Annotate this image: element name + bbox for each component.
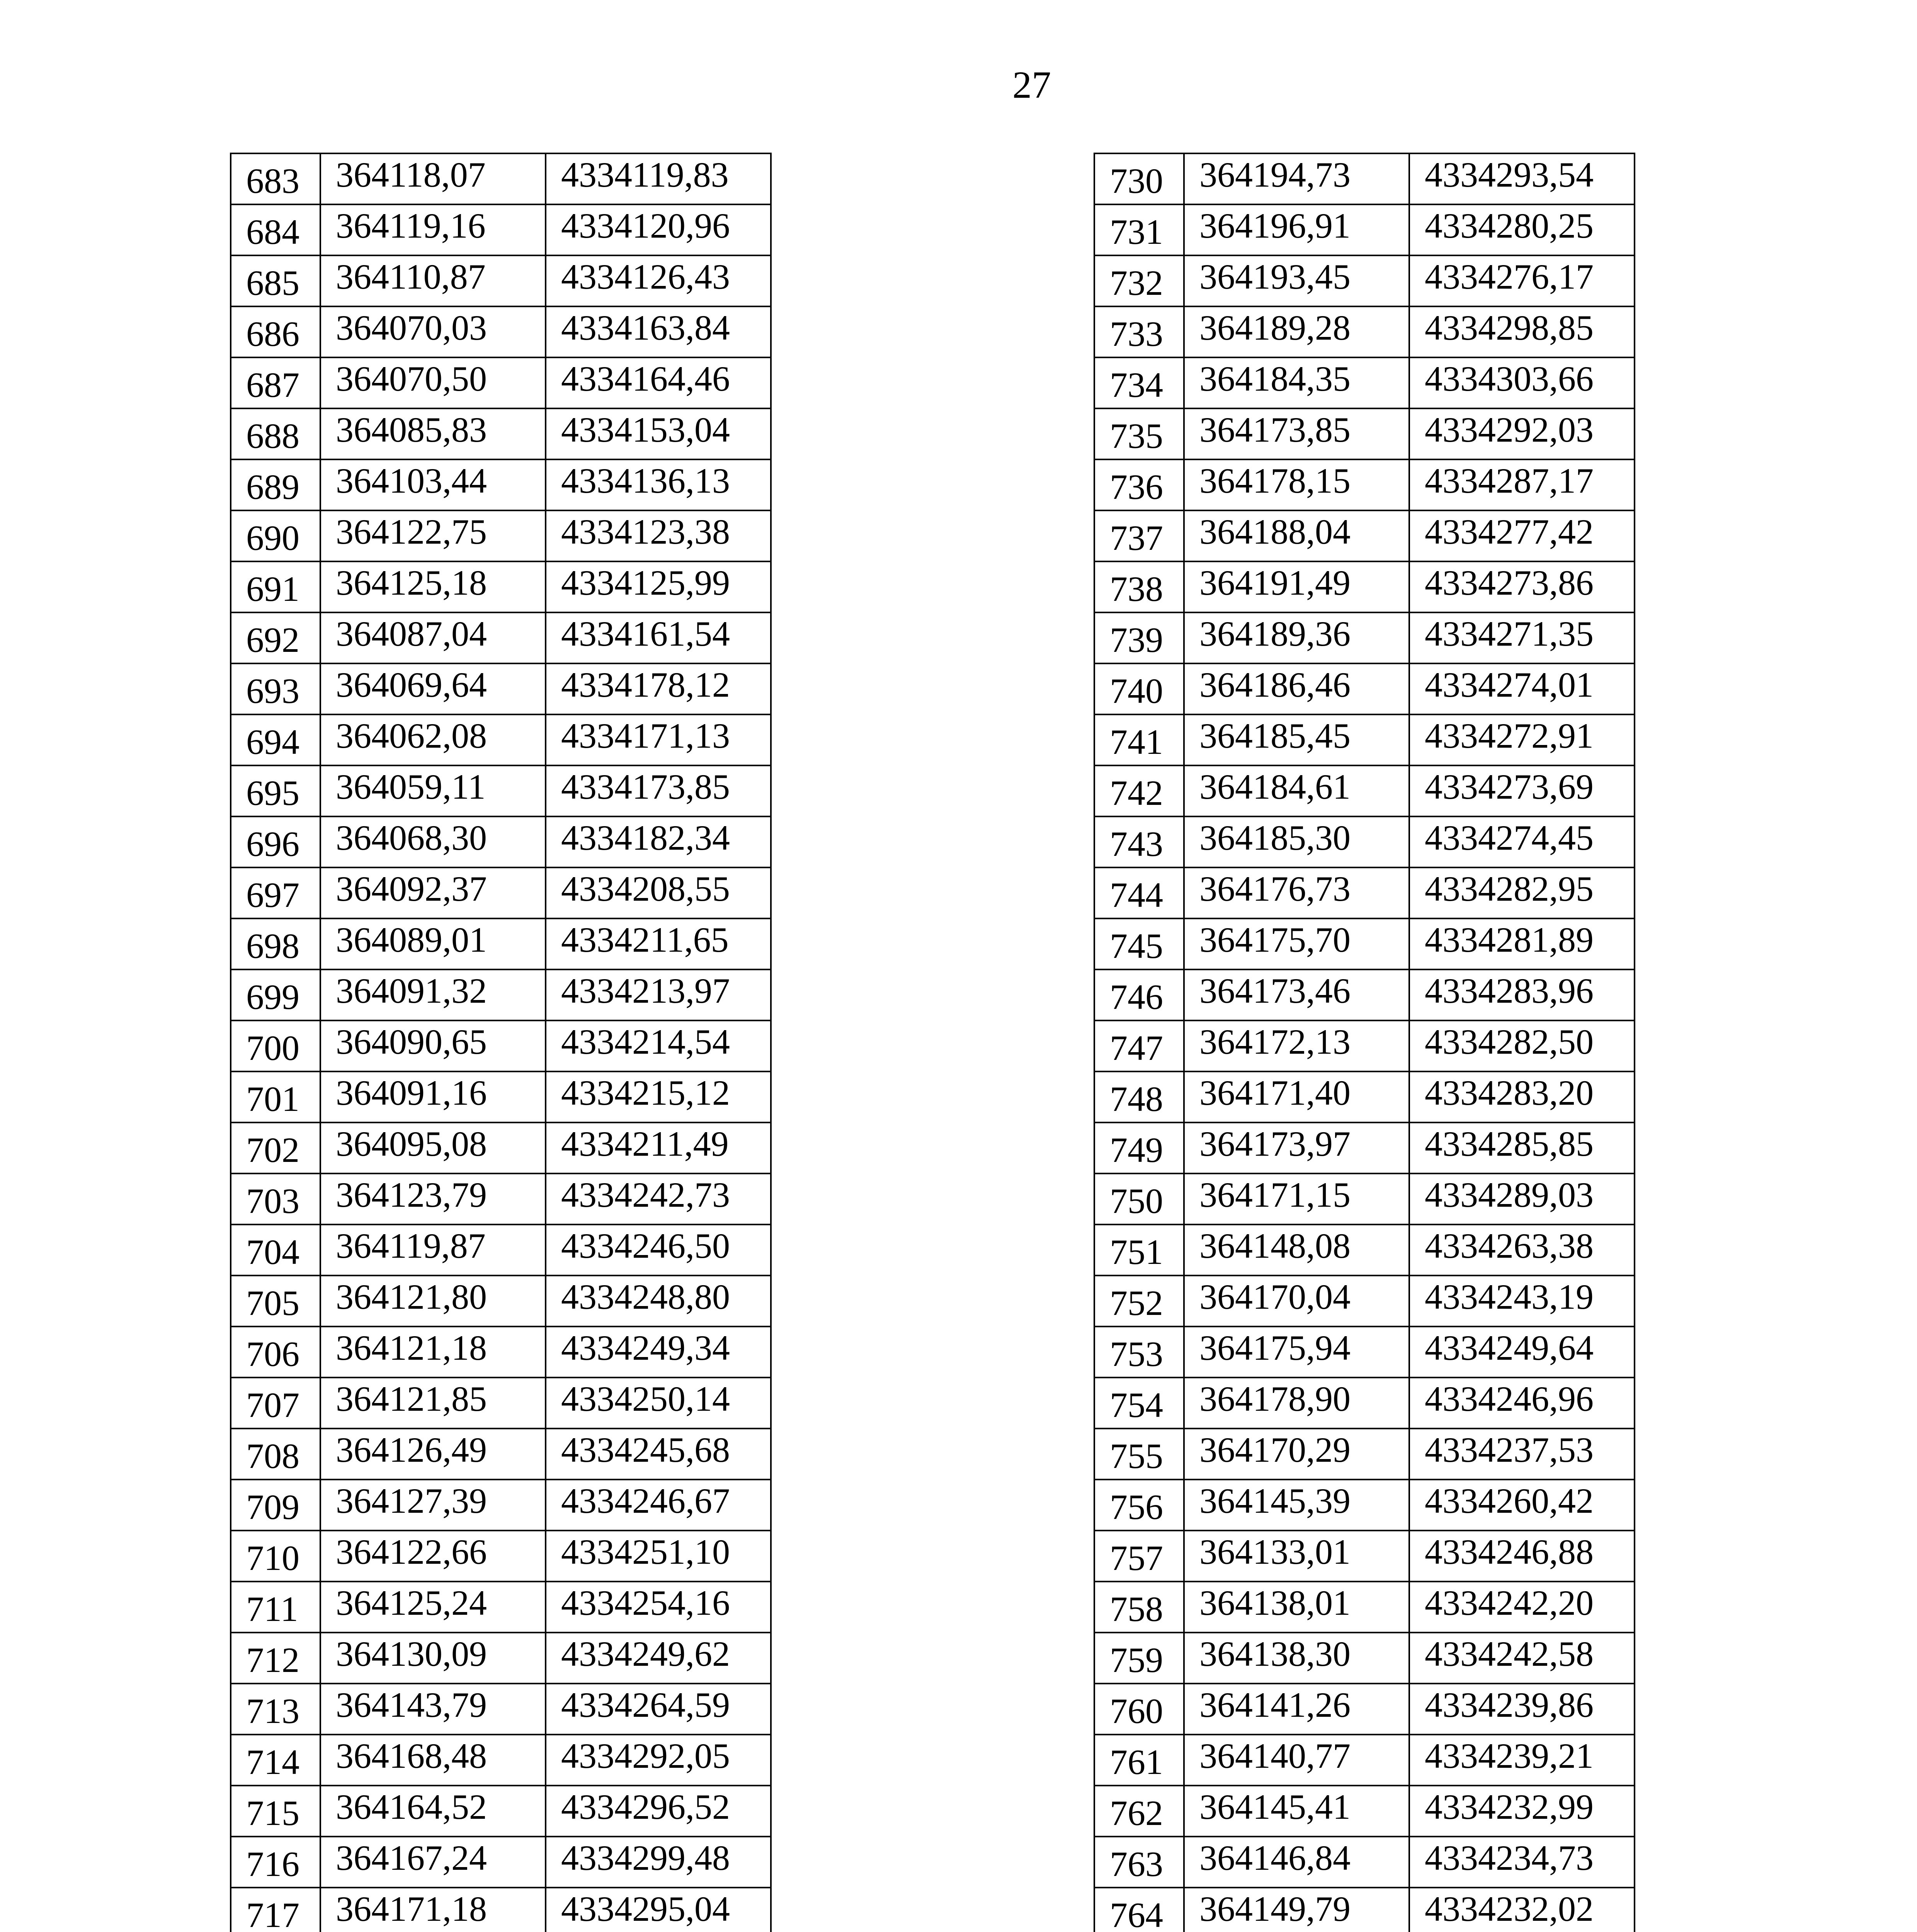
point-number-cell: 710 (231, 1531, 320, 1582)
point-number-cell: 689 (231, 459, 320, 510)
point-number-cell: 707 (231, 1378, 320, 1429)
x-coordinate-cell: 364167,24 (320, 1837, 546, 1888)
y-coordinate-cell: 4334213,97 (546, 969, 771, 1020)
y-coordinate-cell: 4334292,05 (546, 1735, 771, 1786)
y-coordinate-cell: 4334182,34 (546, 816, 771, 867)
x-coordinate-cell: 364110,87 (320, 255, 546, 306)
point-number-cell: 704 (231, 1225, 320, 1276)
y-coordinate-cell: 4334245,68 (546, 1429, 771, 1480)
point-number-cell: 762 (1094, 1786, 1184, 1837)
point-number-cell: 751 (1094, 1225, 1184, 1276)
point-number-cell: 700 (231, 1020, 320, 1071)
x-coordinate-cell: 364103,44 (320, 459, 546, 510)
y-coordinate-cell: 4334239,21 (1409, 1735, 1635, 1786)
x-coordinate-cell: 364170,04 (1184, 1276, 1409, 1327)
y-coordinate-cell: 4334273,69 (1409, 765, 1635, 816)
x-coordinate-cell: 364188,04 (1184, 510, 1409, 561)
y-coordinate-cell: 4334120,96 (546, 204, 771, 255)
y-coordinate-cell: 4334246,88 (1409, 1531, 1635, 1582)
table-row (1094, 1480, 1635, 1531)
x-coordinate-cell: 364087,04 (320, 612, 546, 663)
x-coordinate-cell: 364095,08 (320, 1122, 546, 1173)
point-number-cell: 737 (1094, 510, 1184, 561)
point-number-cell: 752 (1094, 1276, 1184, 1327)
table-row (231, 408, 771, 459)
table-row (231, 1276, 771, 1327)
y-coordinate-cell: 4334125,99 (546, 561, 771, 612)
y-coordinate-cell: 4334239,86 (1409, 1684, 1635, 1735)
point-number-cell: 697 (231, 867, 320, 918)
point-number-cell: 717 (231, 1888, 320, 1932)
x-coordinate-cell: 364146,84 (1184, 1837, 1409, 1888)
point-number-cell: 706 (231, 1327, 320, 1378)
table-row (231, 1122, 771, 1173)
point-number-cell: 687 (231, 357, 320, 408)
y-coordinate-cell: 4334211,65 (546, 918, 771, 969)
x-coordinate-cell: 364184,61 (1184, 765, 1409, 816)
x-coordinate-cell: 364125,18 (320, 561, 546, 612)
point-number-cell: 701 (231, 1071, 320, 1122)
x-coordinate-cell: 364184,35 (1184, 357, 1409, 408)
point-number-cell: 698 (231, 918, 320, 969)
y-coordinate-cell: 4334298,85 (1409, 306, 1635, 357)
y-coordinate-cell: 4334248,80 (546, 1276, 771, 1327)
x-coordinate-cell: 364186,46 (1184, 663, 1409, 714)
table-row (1094, 1173, 1635, 1225)
table-row (1094, 1225, 1635, 1276)
y-coordinate-cell: 4334251,10 (546, 1531, 771, 1582)
y-coordinate-cell: 4334250,14 (546, 1378, 771, 1429)
point-number-cell: 695 (231, 765, 320, 816)
point-number-cell: 756 (1094, 1480, 1184, 1531)
table-row (231, 969, 771, 1020)
y-coordinate-cell: 4334215,12 (546, 1071, 771, 1122)
point-number-cell: 731 (1094, 204, 1184, 255)
y-coordinate-cell: 4334136,13 (546, 459, 771, 510)
x-coordinate-cell: 364133,01 (1184, 1531, 1409, 1582)
table-row (231, 510, 771, 561)
table-row (231, 1327, 771, 1378)
table-row (1094, 408, 1635, 459)
y-coordinate-cell: 4334242,58 (1409, 1633, 1635, 1684)
y-coordinate-cell: 4334271,35 (1409, 612, 1635, 663)
y-coordinate-cell: 4334232,02 (1409, 1888, 1635, 1932)
point-number-cell: 759 (1094, 1633, 1184, 1684)
point-number-cell: 714 (231, 1735, 320, 1786)
table-row (1094, 204, 1635, 255)
x-coordinate-cell: 364138,01 (1184, 1582, 1409, 1633)
table-row (231, 1378, 771, 1429)
table-row (231, 357, 771, 408)
y-coordinate-cell: 4334254,16 (546, 1582, 771, 1633)
point-number-cell: 699 (231, 969, 320, 1020)
y-coordinate-cell: 4334234,73 (1409, 1837, 1635, 1888)
point-number-cell: 686 (231, 306, 320, 357)
y-coordinate-cell: 4334232,99 (1409, 1786, 1635, 1837)
y-coordinate-cell: 4334246,50 (546, 1225, 771, 1276)
x-coordinate-cell: 364193,45 (1184, 255, 1409, 306)
y-coordinate-cell: 4334214,54 (546, 1020, 771, 1071)
table-row (1094, 1276, 1635, 1327)
table-row (1094, 867, 1635, 918)
point-number-cell: 761 (1094, 1735, 1184, 1786)
table-row (231, 561, 771, 612)
y-coordinate-cell: 4334263,38 (1409, 1225, 1635, 1276)
y-coordinate-cell: 4334249,64 (1409, 1327, 1635, 1378)
y-coordinate-cell: 4334295,04 (546, 1888, 771, 1932)
point-number-cell: 733 (1094, 306, 1184, 357)
table-row (231, 1633, 771, 1684)
page-number: 27 (1012, 63, 1051, 106)
table-row (231, 306, 771, 357)
point-number-cell: 753 (1094, 1327, 1184, 1378)
point-number-cell: 760 (1094, 1684, 1184, 1735)
point-number-cell: 747 (1094, 1020, 1184, 1071)
x-coordinate-cell: 364119,16 (320, 204, 546, 255)
table-row (231, 663, 771, 714)
y-coordinate-cell: 4334164,46 (546, 357, 771, 408)
x-coordinate-cell: 364178,15 (1184, 459, 1409, 510)
x-coordinate-cell: 364090,65 (320, 1020, 546, 1071)
point-number-cell: 750 (1094, 1173, 1184, 1225)
y-coordinate-cell: 4334283,20 (1409, 1071, 1635, 1122)
y-coordinate-cell: 4334296,52 (546, 1786, 771, 1837)
y-coordinate-cell: 4334299,48 (546, 1837, 771, 1888)
table-row (231, 1020, 771, 1071)
x-coordinate-cell: 364140,77 (1184, 1735, 1409, 1786)
y-coordinate-cell: 4334249,62 (546, 1633, 771, 1684)
table-row (1094, 1020, 1635, 1071)
table-row (231, 1888, 771, 1932)
x-coordinate-cell: 364122,66 (320, 1531, 546, 1582)
x-coordinate-cell: 364127,39 (320, 1480, 546, 1531)
table-row (231, 204, 771, 255)
table-row (1094, 1888, 1635, 1932)
x-coordinate-cell: 364172,13 (1184, 1020, 1409, 1071)
point-number-cell: 691 (231, 561, 320, 612)
point-number-cell: 745 (1094, 918, 1184, 969)
table-row (231, 1582, 771, 1633)
y-coordinate-cell: 4334274,45 (1409, 816, 1635, 867)
x-coordinate-cell: 364138,30 (1184, 1633, 1409, 1684)
point-number-cell: 741 (1094, 714, 1184, 765)
table-row (231, 153, 771, 204)
table-row (231, 459, 771, 510)
y-coordinate-cell: 4334260,42 (1409, 1480, 1635, 1531)
point-number-cell: 757 (1094, 1531, 1184, 1582)
table-row (1094, 357, 1635, 408)
table-row (231, 612, 771, 663)
x-coordinate-cell: 364149,79 (1184, 1888, 1409, 1932)
x-coordinate-cell: 364164,52 (320, 1786, 546, 1837)
y-coordinate-cell: 4334173,85 (546, 765, 771, 816)
y-coordinate-cell: 4334126,43 (546, 255, 771, 306)
point-number-cell: 748 (1094, 1071, 1184, 1122)
table-row (231, 714, 771, 765)
y-coordinate-cell: 4334171,13 (546, 714, 771, 765)
y-coordinate-cell: 4334282,95 (1409, 867, 1635, 918)
table-row (231, 1531, 771, 1582)
y-coordinate-cell: 4334119,83 (546, 153, 771, 204)
x-coordinate-cell: 364175,94 (1184, 1327, 1409, 1378)
table-row (1094, 459, 1635, 510)
table-row (1094, 306, 1635, 357)
x-coordinate-cell: 364125,24 (320, 1582, 546, 1633)
x-coordinate-cell: 364168,48 (320, 1735, 546, 1786)
y-coordinate-cell: 4334282,50 (1409, 1020, 1635, 1071)
point-number-cell: 736 (1094, 459, 1184, 510)
x-coordinate-cell: 364092,37 (320, 867, 546, 918)
table-row (1094, 1378, 1635, 1429)
x-coordinate-cell: 364178,90 (1184, 1378, 1409, 1429)
y-coordinate-cell: 4334289,03 (1409, 1173, 1635, 1225)
x-coordinate-cell: 364194,73 (1184, 153, 1409, 204)
table-row (1094, 918, 1635, 969)
point-number-cell: 739 (1094, 612, 1184, 663)
table-row (1094, 714, 1635, 765)
point-number-cell: 709 (231, 1480, 320, 1531)
table-row (1094, 1786, 1635, 1837)
table-row (1094, 255, 1635, 306)
point-number-cell: 693 (231, 663, 320, 714)
x-coordinate-cell: 364145,39 (1184, 1480, 1409, 1531)
x-coordinate-cell: 364122,75 (320, 510, 546, 561)
table-row (1094, 510, 1635, 561)
table-row (231, 1837, 771, 1888)
point-number-cell: 712 (231, 1633, 320, 1684)
point-number-cell: 764 (1094, 1888, 1184, 1932)
y-coordinate-cell: 4334242,20 (1409, 1582, 1635, 1633)
y-coordinate-cell: 4334285,85 (1409, 1122, 1635, 1173)
x-coordinate-cell: 364189,36 (1184, 612, 1409, 663)
x-coordinate-cell: 364118,07 (320, 153, 546, 204)
x-coordinate-cell: 364126,49 (320, 1429, 546, 1480)
x-coordinate-cell: 364189,28 (1184, 306, 1409, 357)
point-number-cell: 755 (1094, 1429, 1184, 1480)
y-coordinate-cell: 4334242,73 (546, 1173, 771, 1225)
point-number-cell: 735 (1094, 408, 1184, 459)
x-coordinate-cell: 364123,79 (320, 1173, 546, 1225)
table-row (1094, 1633, 1635, 1684)
point-number-cell: 758 (1094, 1582, 1184, 1633)
point-number-cell: 716 (231, 1837, 320, 1888)
y-coordinate-cell: 4334283,96 (1409, 969, 1635, 1020)
table-row (231, 1173, 771, 1225)
y-coordinate-cell: 4334161,54 (546, 612, 771, 663)
point-number-cell: 696 (231, 816, 320, 867)
y-coordinate-cell: 4334243,19 (1409, 1276, 1635, 1327)
point-number-cell: 734 (1094, 357, 1184, 408)
y-coordinate-cell: 4334280,25 (1409, 204, 1635, 255)
x-coordinate-cell: 364196,91 (1184, 204, 1409, 255)
point-number-cell: 690 (231, 510, 320, 561)
y-coordinate-cell: 4334208,55 (546, 867, 771, 918)
y-coordinate-cell: 4334246,96 (1409, 1378, 1635, 1429)
y-coordinate-cell: 4334281,89 (1409, 918, 1635, 969)
table-row (231, 816, 771, 867)
y-coordinate-cell: 4334293,54 (1409, 153, 1635, 204)
x-coordinate-cell: 364148,08 (1184, 1225, 1409, 1276)
point-number-cell: 683 (231, 153, 320, 204)
point-number-cell: 708 (231, 1429, 320, 1480)
y-coordinate-cell: 4334303,66 (1409, 357, 1635, 408)
point-number-cell: 749 (1094, 1122, 1184, 1173)
point-number-cell: 711 (231, 1582, 320, 1633)
point-number-cell: 763 (1094, 1837, 1184, 1888)
y-coordinate-cell: 4334277,42 (1409, 510, 1635, 561)
point-number-cell: 746 (1094, 969, 1184, 1020)
point-number-cell: 715 (231, 1786, 320, 1837)
point-number-cell: 743 (1094, 816, 1184, 867)
table-row (231, 1225, 771, 1276)
table-row (231, 1735, 771, 1786)
point-number-cell: 754 (1094, 1378, 1184, 1429)
x-coordinate-cell: 364145,41 (1184, 1786, 1409, 1837)
y-coordinate-cell: 4334178,12 (546, 663, 771, 714)
table-row (1094, 1327, 1635, 1378)
table-row (231, 1684, 771, 1735)
x-coordinate-cell: 364173,97 (1184, 1122, 1409, 1173)
y-coordinate-cell: 4334163,84 (546, 306, 771, 357)
point-number-cell: 744 (1094, 867, 1184, 918)
x-coordinate-cell: 364171,15 (1184, 1173, 1409, 1225)
point-number-cell: 688 (231, 408, 320, 459)
table-row (1094, 561, 1635, 612)
x-coordinate-cell: 364176,73 (1184, 867, 1409, 918)
x-coordinate-cell: 364185,30 (1184, 816, 1409, 867)
x-coordinate-cell: 364068,30 (320, 816, 546, 867)
table-row (231, 765, 771, 816)
table-row (1094, 1429, 1635, 1480)
table-row (1094, 1071, 1635, 1122)
x-coordinate-cell: 364171,18 (320, 1888, 546, 1932)
table-row (231, 1480, 771, 1531)
x-coordinate-cell: 364141,26 (1184, 1684, 1409, 1735)
x-coordinate-cell: 364059,11 (320, 765, 546, 816)
x-coordinate-cell: 364121,85 (320, 1378, 546, 1429)
x-coordinate-cell: 364121,80 (320, 1276, 546, 1327)
y-coordinate-cell: 4334237,53 (1409, 1429, 1635, 1480)
point-number-cell: 730 (1094, 153, 1184, 204)
y-coordinate-cell: 4334264,59 (546, 1684, 771, 1735)
table-row (1094, 612, 1635, 663)
x-coordinate-cell: 364185,45 (1184, 714, 1409, 765)
x-coordinate-cell: 364130,09 (320, 1633, 546, 1684)
point-number-cell: 705 (231, 1276, 320, 1327)
y-coordinate-cell: 4334273,86 (1409, 561, 1635, 612)
y-coordinate-cell: 4334211,49 (546, 1122, 771, 1173)
x-coordinate-cell: 364091,16 (320, 1071, 546, 1122)
x-coordinate-cell: 364173,46 (1184, 969, 1409, 1020)
table-row (1094, 153, 1635, 204)
y-coordinate-cell: 4334287,17 (1409, 459, 1635, 510)
x-coordinate-cell: 364062,08 (320, 714, 546, 765)
table-row (1094, 1582, 1635, 1633)
table-row (1094, 816, 1635, 867)
coordinates-table-right (1094, 153, 1635, 1932)
table-row (1094, 663, 1635, 714)
point-number-cell: 742 (1094, 765, 1184, 816)
y-coordinate-cell: 4334292,03 (1409, 408, 1635, 459)
y-coordinate-cell: 4334246,67 (546, 1480, 771, 1531)
x-coordinate-cell: 364089,01 (320, 918, 546, 969)
point-number-cell: 738 (1094, 561, 1184, 612)
x-coordinate-cell: 364070,50 (320, 357, 546, 408)
x-coordinate-cell: 364173,85 (1184, 408, 1409, 459)
x-coordinate-cell: 364070,03 (320, 306, 546, 357)
table-row (231, 255, 771, 306)
point-number-cell: 692 (231, 612, 320, 663)
y-coordinate-cell: 4334123,38 (546, 510, 771, 561)
y-coordinate-cell: 4334276,17 (1409, 255, 1635, 306)
table-row (1094, 1837, 1635, 1888)
table-row (1094, 1122, 1635, 1173)
x-coordinate-cell: 364171,40 (1184, 1071, 1409, 1122)
table-row (1094, 1735, 1635, 1786)
table-row (231, 1429, 771, 1480)
table-row (1094, 1684, 1635, 1735)
table-row (231, 867, 771, 918)
x-coordinate-cell: 364091,32 (320, 969, 546, 1020)
x-coordinate-cell: 364119,87 (320, 1225, 546, 1276)
table-row (231, 918, 771, 969)
y-coordinate-cell: 4334153,04 (546, 408, 771, 459)
x-coordinate-cell: 364085,83 (320, 408, 546, 459)
x-coordinate-cell: 364143,79 (320, 1684, 546, 1735)
point-number-cell: 713 (231, 1684, 320, 1735)
table-row (231, 1071, 771, 1122)
point-number-cell: 740 (1094, 663, 1184, 714)
table-row (1094, 969, 1635, 1020)
coordinates-table-left (230, 153, 772, 1932)
table-row (231, 1786, 771, 1837)
y-coordinate-cell: 4334274,01 (1409, 663, 1635, 714)
x-coordinate-cell: 364069,64 (320, 663, 546, 714)
point-number-cell: 703 (231, 1173, 320, 1225)
x-coordinate-cell: 364121,18 (320, 1327, 546, 1378)
point-number-cell: 685 (231, 255, 320, 306)
point-number-cell: 694 (231, 714, 320, 765)
table-row (1094, 765, 1635, 816)
x-coordinate-cell: 364175,70 (1184, 918, 1409, 969)
point-number-cell: 702 (231, 1122, 320, 1173)
x-coordinate-cell: 364191,49 (1184, 561, 1409, 612)
y-coordinate-cell: 4334272,91 (1409, 714, 1635, 765)
y-coordinate-cell: 4334249,34 (546, 1327, 771, 1378)
point-number-cell: 732 (1094, 255, 1184, 306)
point-number-cell: 684 (231, 204, 320, 255)
x-coordinate-cell: 364170,29 (1184, 1429, 1409, 1480)
table-row (1094, 1531, 1635, 1582)
